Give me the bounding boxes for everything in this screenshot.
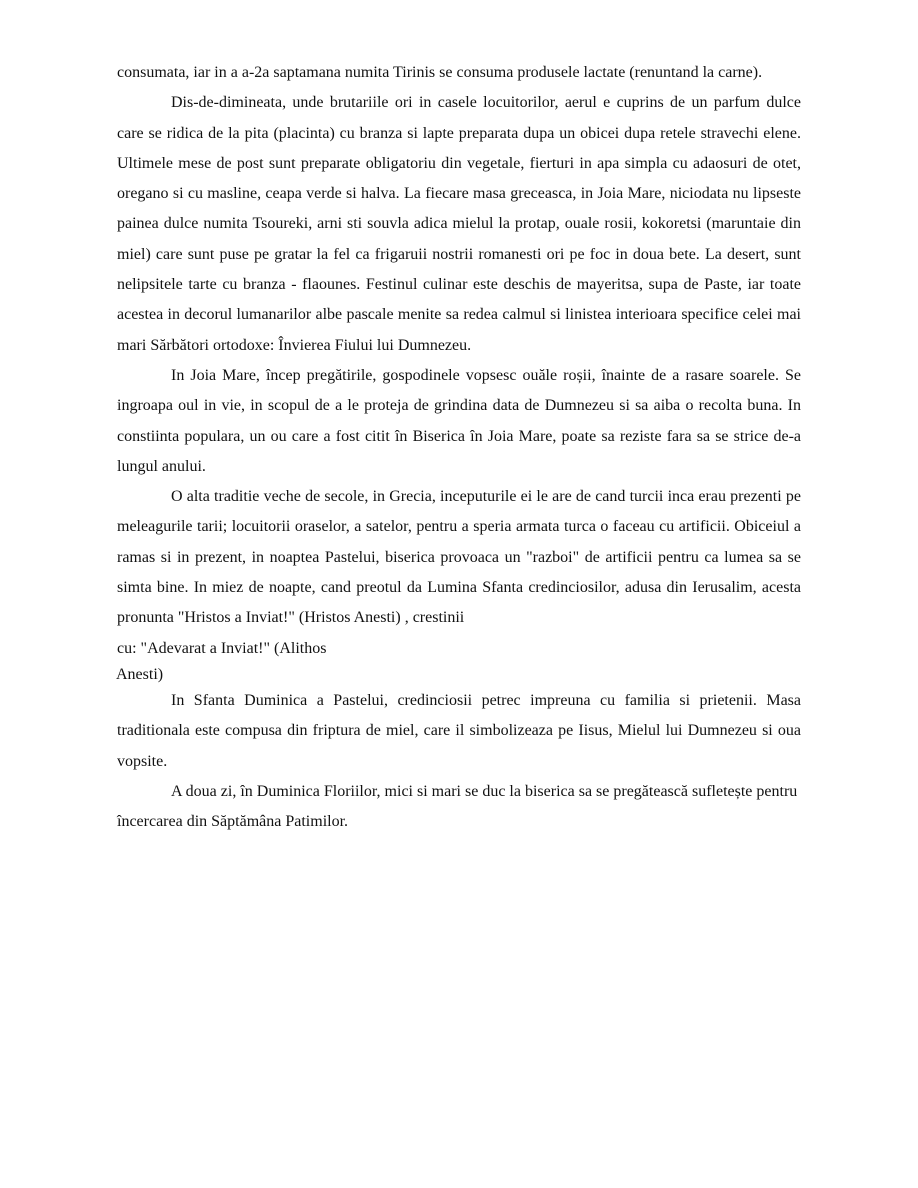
document-page: [117, 58, 801, 837]
paragraph-response-end: Anesti): [116, 665, 164, 683]
paragraph-maundy-thursday: In Joia Mare, încep pregătirile, gospodinele vopsesc ouăle roșii, înainte de a rasare soarele. Se ingroapa oul in vie, in scopul de a le proteja de grindina data de Dumnezeu si sa aiba o recolta buna. In constiinta populara, un ou care a fost citit în Biserica în Joia Mare, poate sa reziste fara sa se strice de-a lungul anului.: [117, 366, 801, 475]
paragraph-continuation: consumata, iar in a a-2a saptamana numita Tirinis se consuma produsele lactate (renuntand la carne).: [117, 64, 763, 81]
paragraph-palm-sunday: A doua zi, în Duminica Floriilor, mici si mari se duc la biserica sa se pregătească sufletește pentru încercarea din Săptămâna Patimilor.: [117, 782, 798, 831]
paragraph-response-line: cu: "Adevarat a Inviat!" (Alithos: [117, 639, 327, 657]
paragraph-fireworks-tradition: O alta traditie veche de secole, in Grecia, inceputurile ei le are de cand turcii inca erau prezenti pe meleagurile tarii; locuitorii oraselor, a satelor, pentru a speria armata turca o faceau cu artificii. Obiceiul a ramas si in prezent, in noaptea Pastelui, biserica provoaca un "razboi" de artificii pentru ca lumea sa se simta bine. In miez de noapte, cand preotul da Lumina Sfanta credinciosilor, adusa din Ierusalim, acesta pronunta "Hristos a Inviat!" (Hristos Anesti) , crestinii: [117, 488, 801, 627]
paragraph-easter-sunday: In Sfanta Duminica a Pastelui, credinciosii petrec impreuna cu familia si prietenii. Masa traditionala este compusa din friptura de miel, care il simbolizeaza pe Iisus, Mielul lui Dumnezeu si oua vopsite.: [117, 691, 801, 770]
paragraph-dawn-pastry: Dis-de-dimineata, unde brutariile ori in casele locuitorilor, aerul e cuprins de un parfum dulce care se ridica de la pita (placinta) cu branza si lapte preparata dupa un obicei dupa retele stravechi elene. Ultimele mese de post sunt preparate obligatoriu din vegetale, fierturi in apa simpla cu adaosuri de otet, oregano si cu masline, ceapa verde si halva. La fiecare masa greceasca, in Joia Mare, niciodata nu lipseste painea dulce numita Tsoureki, arni sti souvla adica mielul la protap, ouale rosii, kokoretsi (maruntaie din miel) care sunt puse pe gratar la fel ca frigaruii nostrii romanesti ori pe foc in doua bete. La desert, sunt nelipsitele tarte cu branza - flaounes. Festinul culinar este deschis de mayeritsa, supa de Paste, iar toate acestea in decorul lumanarilor albe pascale menite sa redea calmul si linistea interioara specifice celei mai mari Sărbători ortodoxe: Învierea Fiului lui Dumnezeu.: [117, 94, 801, 354]
